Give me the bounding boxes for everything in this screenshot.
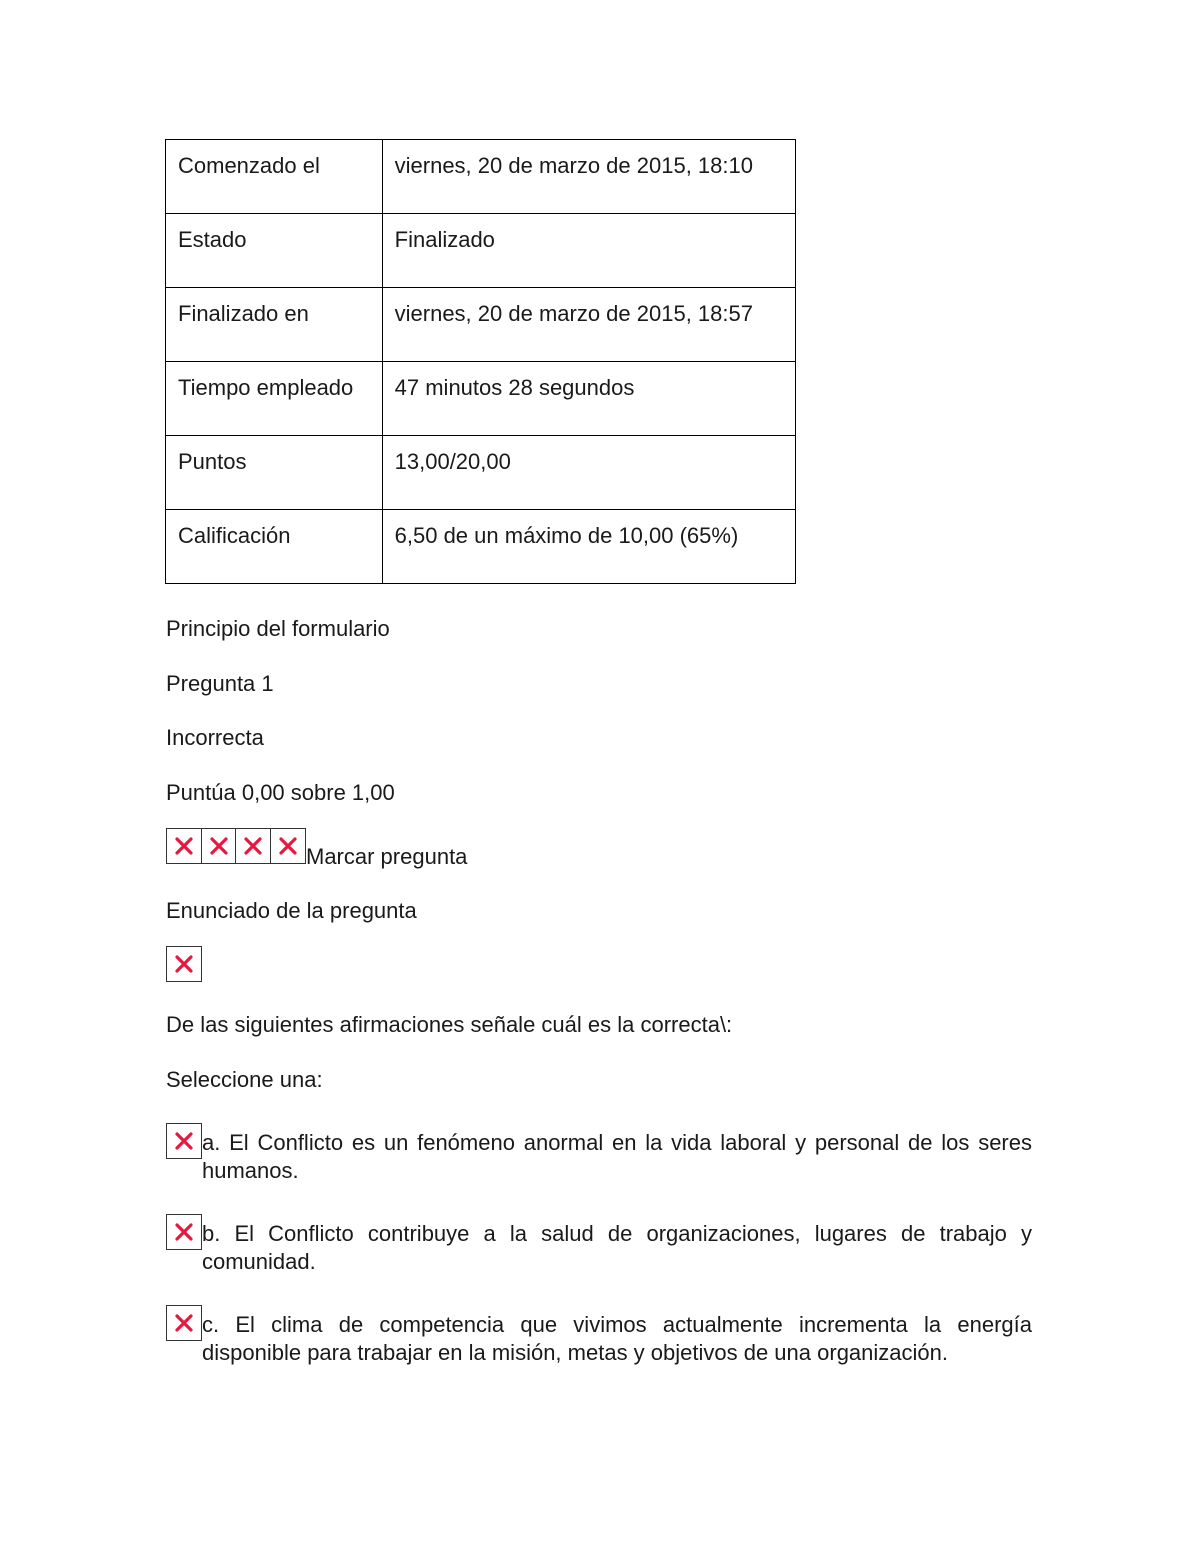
answer-option-text: a. El Conflicto es un fenómeno anormal en la vida laboral y personal de los seres humanos. <box>202 1130 1032 1183</box>
summary-label: Puntos <box>166 436 383 510</box>
question-status: Incorrecta <box>166 725 264 750</box>
attempt-summary-table <box>165 139 796 584</box>
statement-heading: Enunciado de la pregunta <box>166 898 417 923</box>
form-start-label: Principio del formulario <box>166 616 390 641</box>
summary-label: Calificación <box>166 510 383 584</box>
broken-image-icon <box>166 1123 202 1159</box>
statement-image <box>166 946 202 988</box>
summary-label: Finalizado en <box>166 288 383 362</box>
broken-image-icon <box>166 828 202 864</box>
question-title: Pregunta 1 <box>166 671 274 696</box>
flag-question-control[interactable] <box>166 828 468 869</box>
broken-image-icon <box>166 946 202 982</box>
summary-value: 47 minutos 28 segundos <box>382 362 795 436</box>
answer-option-c[interactable] <box>166 1311 1032 1367</box>
question-text: De las siguientes afirmaciones señale cuál es la correcta\: <box>166 1012 733 1037</box>
select-prompt: Seleccione una: <box>166 1067 323 1092</box>
summary-row-points <box>166 436 796 510</box>
broken-image-icon <box>270 828 306 864</box>
summary-label: Comenzado el <box>166 140 383 214</box>
question-score: Puntúa 0,00 sobre 1,00 <box>166 780 395 805</box>
summary-value: Finalizado <box>382 214 795 288</box>
summary-row-time <box>166 362 796 436</box>
broken-image-icon <box>235 828 271 864</box>
summary-row-started <box>166 140 796 214</box>
summary-row-state <box>166 214 796 288</box>
summary-label: Estado <box>166 214 383 288</box>
summary-value: 6,50 de un máximo de 10,00 (65%) <box>382 510 795 584</box>
answer-option-a[interactable] <box>166 1129 1032 1185</box>
summary-label: Tiempo empleado <box>166 362 383 436</box>
summary-row-finished <box>166 288 796 362</box>
summary-row-grade <box>166 510 796 584</box>
broken-image-icon <box>201 828 237 864</box>
broken-image-icon <box>166 1305 202 1341</box>
answer-option-text: c. El clima de competencia que vivimos actualmente incrementa la energía disponible para trabajar en la misión, metas y objetivos de una organización. <box>202 1312 1032 1365</box>
answer-option-text: b. El Conflicto contribuye a la salud de organizaciones, lugares de trabajo y comunidad. <box>202 1221 1032 1274</box>
summary-value: viernes, 20 de marzo de 2015, 18:57 <box>382 288 795 362</box>
summary-value: viernes, 20 de marzo de 2015, 18:10 <box>382 140 795 214</box>
answer-option-b[interactable] <box>166 1220 1032 1276</box>
flag-question-label[interactable]: Marcar pregunta <box>306 844 468 869</box>
broken-image-icon <box>166 1214 202 1250</box>
summary-value: 13,00/20,00 <box>382 436 795 510</box>
